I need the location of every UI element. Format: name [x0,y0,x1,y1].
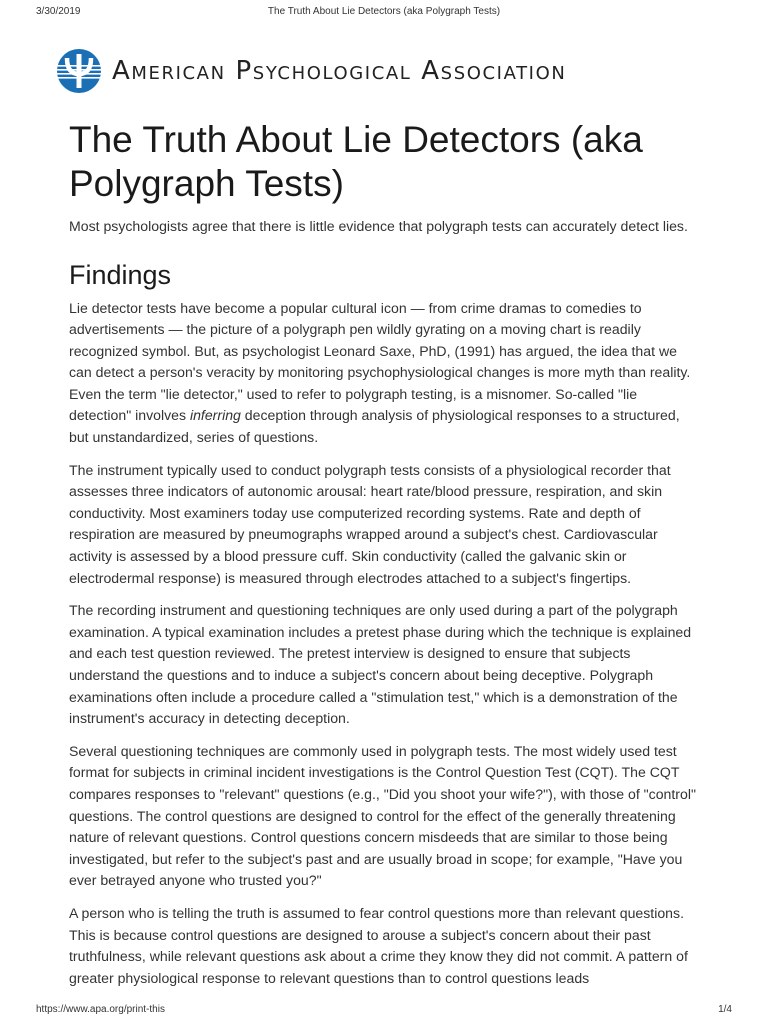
brand-header [56,44,696,100]
paragraph-2: The instrument typically used to conduct polygraph tests consists of a physiological recorder that assesses three indicators of autonomic arousal: heart rate/blood pressure, respiration, and skin conductivity. Most examiners today use computerized recording systems. Rate and depth of respiration are measured by pneumographs wrapped around a subject's chest. Cardiovascular activity is assessed by a blood pressure cuff. Skin conductivity (called the galvanic skin or electrodermal response) is measured through electrodes attached to a subject's fingertips. [69,461,671,586]
emphasis-inferring: inferring [189,407,241,424]
print-url: https://www.apa.org/print-this [36,1004,165,1015]
print-date: 3/30/2019 [36,6,81,17]
print-document-title: The Truth About Lie Detectors (aka Polygraph Tests) [267,6,501,17]
paragraph-3: The recording instrument and questioning techniques are only used during a part of the polygraph examination. A typical examination includes a pretest phase during which the technique is explained and each test question reviewed. The pretest interview is designed to ensure that subjects understand the questions and to induce a subject's concern about being deceptive. Polygraph examinations often include a procedure called a "stimulation test," which is a demonstration of the instrument's accuracy in detecting deception. [69,602,692,727]
print-header [36,6,732,20]
paragraph-1 [69,298,701,449]
section-heading-findings: Findings [69,259,172,290]
apa-logo-icon [56,48,102,94]
paragraph-1-text-end: deception through analysis of physiological responses to a structured, but unstandardized, series of questions. [69,407,680,446]
paragraph-5: A person who is telling the truth is assumed to fear control questions more than relevant questions. This is because control questions are designed to arouse a subject's concern about their past truthfulness, while relevant questions ask about a crime they know they did not commit. A pattern of greater physiological response to relevant questions than to control questions leads [69,904,688,986]
article-title: The Truth About Lie Detectors (aka Polygraph Tests) [69,119,643,204]
paragraph-4: Several questioning techniques are commonly used in polygraph tests. The most widely used test format for subjects in criminal incident investigations is the Control Question Test (CQT). The CQT compares responses to "relevant" questions (e.g., "Did you shoot your wife?"), with those of "control" questions. The control questions are designed to control for the effect of the generally threatening nature of relevant questions. Control questions concern misdeeds that are similar to those being investigated, but refer to the subject's past and are usually broad in scope; for example, "Have you ever betrayed anyone who trusted you?" [69,742,696,889]
article [69,118,701,1000]
article-summary: Most psychologists agree that there is little evidence that polygraph tests can accurately detect lies. [69,218,688,234]
print-footer [36,1004,732,1018]
organization-name: American Psychological Association [112,56,567,86]
page-number: 1/4 [718,1004,732,1015]
paragraph-1-text-start: Lie detector tests have become a popular cultural icon — from crime dramas to comedies to advertisements — the picture of a polygraph pen wildly gyrating on a moving chart is readily recognized symbol. But, as psychologist Leonard Saxe, PhD, (1991) has argued, the idea that we can detect a person's veracity by monitoring psychophysiological changes is more myth than reality. Even the term "lie detector," used to refer to polygraph testing, is a misnomer. So-called "lie detection" involves [69,299,691,424]
